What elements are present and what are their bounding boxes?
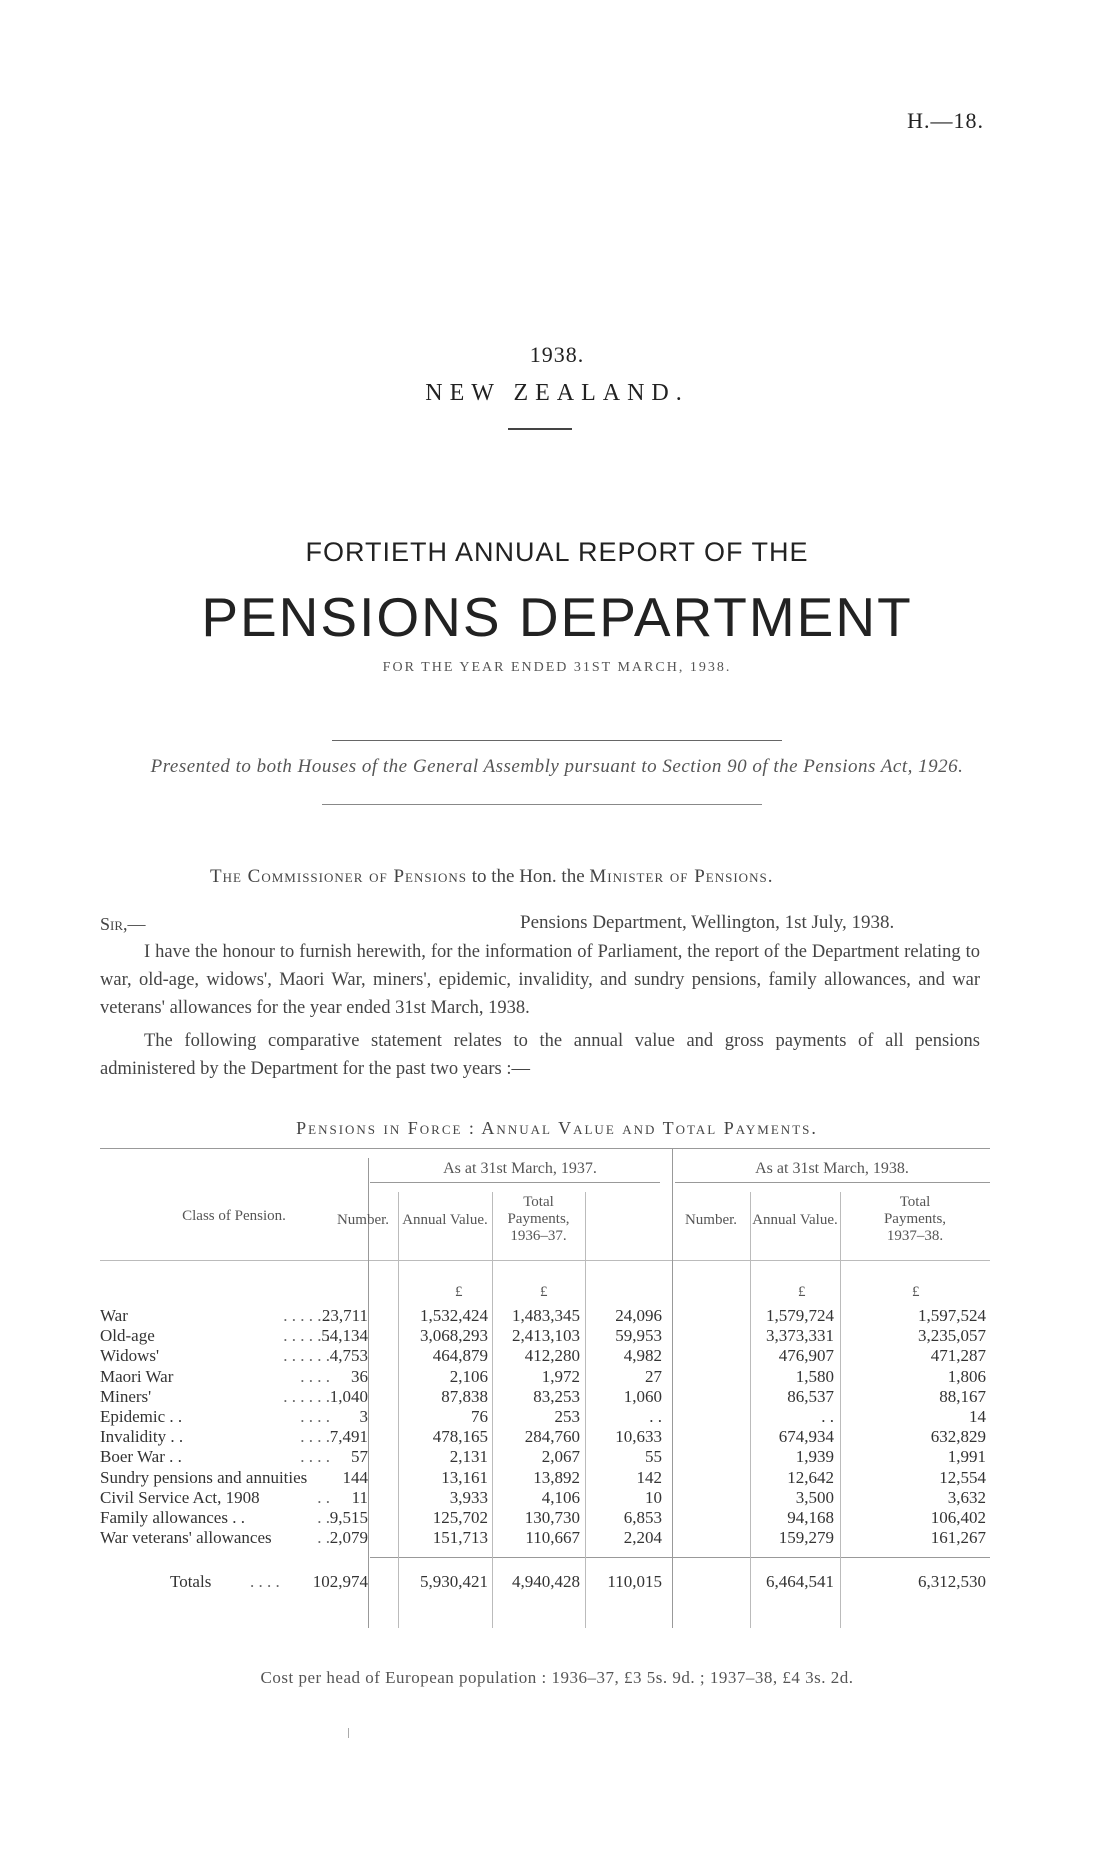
cell-number-1937: 1,040 [329, 1386, 368, 1406]
currency-symbol: £ [912, 1284, 920, 1300]
cell-total-1937: 13,892 [533, 1467, 580, 1487]
addressed-from: The Commissioner of Pensions [210, 866, 467, 887]
mark [348, 1728, 349, 1738]
divider [322, 804, 762, 805]
cell-annual-1938: 1,579,724 [766, 1306, 834, 1325]
cell-number-1937: 7,491 [329, 1427, 368, 1447]
table-row [100, 1427, 990, 1447]
table-row [100, 1447, 990, 1467]
totals-total-1937: 4,940,428 [512, 1572, 580, 1591]
group-header-1937: As at 31st March, 1937. [443, 1160, 597, 1177]
group-rule-1937 [370, 1182, 660, 1183]
cell-annual-1937: 2,106 [449, 1366, 488, 1386]
cell-annual-1937: 87,838 [441, 1386, 488, 1406]
report-year: 1938. [529, 342, 585, 367]
cell-annual-1938: 3,500 [795, 1487, 834, 1507]
cell-annual-1937: 125,702 [432, 1508, 488, 1527]
letter-address [210, 866, 773, 888]
leader-dots: . . . . . . [283, 1306, 330, 1325]
col-total-1937-line3: 1936–37. [510, 1228, 567, 1244]
totals-number-1938: 110,015 [607, 1572, 662, 1591]
row-label: Sundry pensions and annuities [100, 1467, 308, 1487]
leader-dots: . . . . [250, 1572, 280, 1591]
cell-annual-1938: 1,580 [795, 1366, 834, 1386]
dateline: Pensions Department, Wellington, 1st July, 1938. [520, 912, 895, 933]
report-subtitle: FORTIETH ANNUAL REPORT OF THE [305, 537, 809, 567]
table-title: Pensions in Force : Annual Value and Total Payments. [296, 1118, 818, 1138]
row-label: War veterans' allowances [100, 1528, 272, 1548]
cell-annual-1938: 12,642 [787, 1467, 834, 1487]
cell-number-1937: 11 [351, 1487, 368, 1507]
cell-total-1937: 2,067 [541, 1447, 580, 1467]
col-total-1937-line2: Payments, [507, 1211, 570, 1227]
pensions-table [100, 1148, 990, 1638]
cell-total-1938: 14 [969, 1407, 986, 1426]
leader-dots: . . . . . . [283, 1386, 330, 1406]
leader-dots: . . . . . . [283, 1346, 330, 1366]
row-label: War [100, 1306, 128, 1325]
leader-dots: . . . . . . [283, 1326, 330, 1346]
col-total-1937-line1: Total [523, 1194, 554, 1210]
cell-number-1938: 27 [645, 1366, 662, 1386]
leader-dots: . . [317, 1528, 330, 1548]
col-total-1938-line1: Total [899, 1194, 931, 1210]
cell-total-1938: 1,597,524 [918, 1306, 986, 1325]
row-label: Invalidity . . [100, 1427, 184, 1447]
page-title: PENSIONS DEPARTMENT [201, 586, 913, 648]
cell-annual-1937: 76 [471, 1407, 488, 1426]
page-reference: H.—18. [907, 108, 984, 133]
row-label: Old-age [100, 1326, 155, 1346]
table-row [100, 1508, 990, 1528]
table-row [100, 1326, 990, 1346]
cell-number-1938: 55 [645, 1447, 662, 1467]
totals-rule [370, 1557, 990, 1558]
col-number-1938: Number. [684, 1212, 738, 1228]
leader-dots: . . . . [300, 1407, 330, 1426]
table-row [100, 1407, 990, 1427]
table-row [100, 1528, 990, 1548]
cell-annual-1938: . . [821, 1407, 834, 1426]
cell-number-1938: 10,633 [615, 1427, 662, 1447]
row-label: Civil Service Act, 1908 [100, 1487, 260, 1507]
cell-number-1937: 57 [351, 1447, 368, 1467]
cell-annual-1938: 3,373,331 [766, 1326, 834, 1346]
divider [508, 428, 572, 430]
table-rule-header [100, 1260, 990, 1261]
row-label: Family allowances . . [100, 1508, 245, 1527]
cell-total-1937: 4,106 [541, 1487, 580, 1507]
totals-total-1938: 6,312,530 [918, 1572, 986, 1591]
row-label: Epidemic . . [100, 1407, 183, 1426]
table-row [100, 1346, 990, 1366]
table-row [100, 1387, 990, 1407]
cell-total-1938: 3,235,057 [918, 1326, 986, 1346]
currency-symbol: £ [455, 1284, 463, 1300]
col-annual-1937: Annual Value. [402, 1212, 488, 1228]
cell-total-1937: 253 [554, 1407, 580, 1426]
cell-total-1938: 12,554 [939, 1467, 986, 1487]
totals-label: Totals [170, 1572, 212, 1591]
cell-annual-1937: 2,131 [449, 1447, 488, 1467]
cell-total-1937: 2,413,103 [512, 1326, 580, 1346]
table-row [100, 1488, 990, 1508]
cell-number-1937: 144 [342, 1467, 368, 1487]
cell-number-1937: 9,515 [329, 1508, 368, 1527]
cell-number-1938: 59,953 [615, 1326, 662, 1346]
cell-annual-1937: 13,161 [441, 1467, 488, 1487]
cell-annual-1938: 94,168 [787, 1508, 834, 1527]
cell-total-1937: 110,667 [525, 1528, 580, 1548]
cell-number-1938: 10 [645, 1487, 662, 1507]
cell-total-1938: 1,806 [947, 1366, 986, 1386]
col-total-1937 [492, 1194, 585, 1245]
cell-number-1938: 24,096 [615, 1306, 662, 1325]
col-number-1937: Number. [336, 1212, 390, 1228]
cell-total-1938: 161,267 [930, 1528, 986, 1548]
cell-number-1938: 142 [636, 1467, 662, 1487]
cell-number-1937: 3 [359, 1407, 368, 1426]
cell-total-1937: 1,972 [541, 1366, 580, 1386]
table-rule-top [100, 1148, 990, 1149]
table-row [100, 1468, 990, 1488]
cell-total-1937: 284,760 [524, 1427, 580, 1447]
currency-symbol: £ [540, 1284, 548, 1300]
col-total-1938 [840, 1194, 990, 1245]
group-header-1938: As at 31st March, 1938. [755, 1160, 909, 1177]
year-ended-line: FOR THE YEAR ENDED 31ST MARCH, 1938. [382, 660, 732, 675]
cell-annual-1938: 1,939 [795, 1447, 834, 1467]
cell-annual-1938: 159,279 [778, 1528, 834, 1548]
cell-number-1937: 2,079 [329, 1528, 368, 1548]
cell-total-1937: 412,280 [524, 1346, 580, 1366]
cell-number-1937: 23,711 [321, 1306, 368, 1325]
presented-note: Presented to both Houses of the General Assembly pursuant to Section 90 of the Pensions Act, 1926. [150, 756, 964, 777]
cell-total-1937: 1,483,345 [512, 1306, 580, 1325]
cost-per-head-note: Cost per head of European population : 1936–37, £3 5s. 9d. ; 1937–38, £4 3s. 2d. [260, 1668, 854, 1687]
cell-total-1938: 632,829 [930, 1427, 986, 1447]
col-total-1938-line2: Payments, [883, 1211, 947, 1227]
leader-dots: . . [317, 1487, 330, 1507]
cell-annual-1937: 3,933 [449, 1487, 488, 1507]
salutation: Sir,— [100, 914, 146, 934]
cell-annual-1937: 478,165 [432, 1427, 488, 1447]
cell-total-1937: 130,730 [524, 1508, 580, 1527]
cell-annual-1937: 1,532,424 [420, 1306, 488, 1325]
cell-total-1938: 88,167 [939, 1386, 986, 1406]
cell-annual-1937: 151,713 [432, 1528, 488, 1548]
currency-symbol: £ [798, 1284, 806, 1300]
addressed-to: Minister of Pensions. [589, 866, 774, 887]
cell-number-1937: 4,753 [329, 1346, 368, 1366]
cell-number-1938: 6,853 [623, 1508, 662, 1527]
cell-number-1937: 36 [351, 1366, 368, 1386]
cell-annual-1937: 464,879 [432, 1346, 488, 1366]
table-row [100, 1306, 990, 1326]
country-title: NEW ZEALAND. [425, 380, 689, 406]
cell-number-1938: 1,060 [623, 1386, 662, 1406]
leader-dots: . . . . [300, 1447, 330, 1467]
row-label: Maori War [100, 1366, 174, 1386]
letter-paragraph-2: The following comparative statement relates to the annual value and gross payments of all pensions administered by the Department for the past two years :— [100, 1031, 980, 1079]
cell-total-1938: 471,287 [930, 1346, 986, 1366]
cell-number-1938: . . [649, 1407, 662, 1426]
totals-annual-1937: 5,930,421 [420, 1572, 488, 1591]
totals-row [100, 1572, 990, 1592]
row-label: Widows' [100, 1346, 160, 1366]
cell-annual-1937: 3,068,293 [420, 1326, 488, 1346]
letter-paragraph-1: I have the honour to furnish herewith, for the information of Parliament, the report of the Department relating to war, old-age, widows', Maori War, miners', epidemic, invalidity, and sundry pensions, family allowances, and war veterans' allowances for the year ended 31st March, 1938. [100, 942, 980, 1018]
cell-total-1938: 1,991 [947, 1447, 986, 1467]
addressed-connector: to the Hon. the [471, 866, 585, 887]
totals-annual-1938: 6,464,541 [766, 1572, 834, 1591]
cell-number-1937: 54,134 [321, 1326, 368, 1346]
row-label: Miners' [100, 1386, 152, 1406]
table-row [100, 1367, 990, 1387]
cell-annual-1938: 674,934 [778, 1427, 834, 1447]
col-total-1938-line3: 1937–38. [886, 1228, 944, 1244]
col-annual-1938: Annual Value. [752, 1212, 838, 1228]
cell-number-1938: 2,204 [623, 1528, 662, 1548]
cell-annual-1938: 86,537 [787, 1386, 834, 1406]
row-label: Boer War . . [100, 1447, 182, 1467]
cell-annual-1938: 476,907 [778, 1346, 834, 1366]
leader-dots: . . [317, 1508, 330, 1527]
group-rule-1938 [675, 1182, 990, 1183]
cell-number-1938: 4,982 [623, 1346, 662, 1366]
cell-total-1938: 106,402 [930, 1508, 986, 1527]
leader-dots: . . . . [300, 1427, 330, 1447]
cell-total-1938: 3,632 [947, 1487, 986, 1507]
cell-total-1937: 83,253 [533, 1386, 580, 1406]
totals-number-1937: 102,974 [312, 1572, 368, 1591]
class-header: Class of Pension. [182, 1208, 286, 1224]
leader-dots: . . . . [300, 1366, 330, 1386]
divider [332, 740, 782, 741]
